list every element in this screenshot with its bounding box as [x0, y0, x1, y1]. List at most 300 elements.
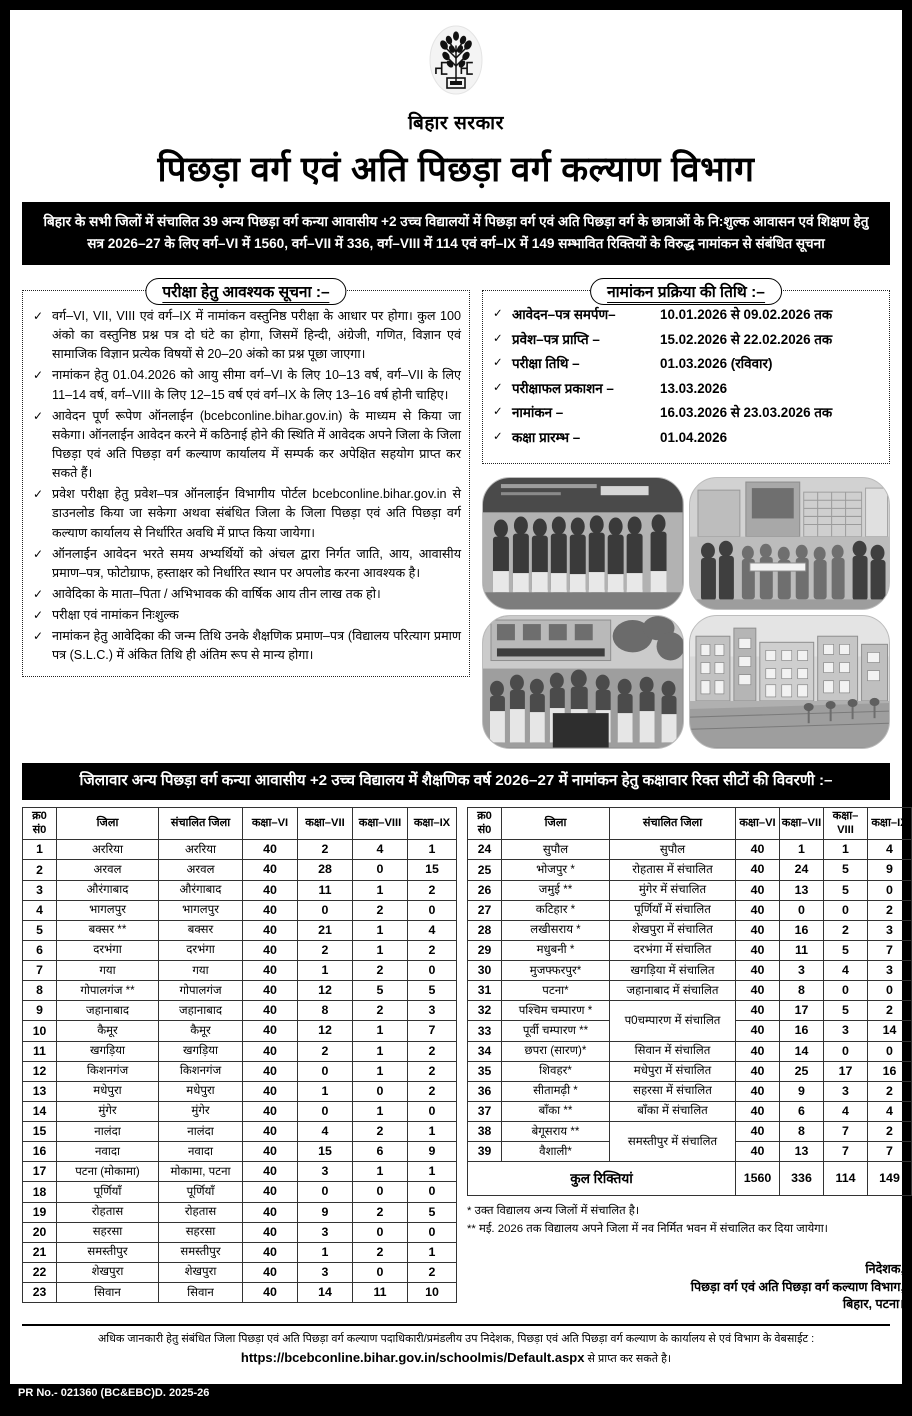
cell-class6-seats: 40 — [736, 961, 780, 981]
cell-district: जहानाबाद — [57, 1001, 159, 1021]
cell-class6-seats: 40 — [243, 981, 298, 1001]
photo-collage — [482, 477, 890, 749]
cell-run-district: समस्तीपुर — [159, 1242, 243, 1262]
table-row — [468, 840, 912, 860]
cell-class7-seats: 2 — [298, 1041, 353, 1061]
table-row — [23, 920, 457, 940]
cell-run-district: गोपालगंज — [159, 981, 243, 1001]
cell-run-district: खगड़िया में संचालित — [610, 961, 736, 981]
cell-district: वैशाली* — [502, 1142, 610, 1162]
schedule-value: 01.04.2026 — [660, 429, 728, 445]
cell-run-district: मोकामा, पटना — [159, 1162, 243, 1182]
cell-district: रोहतास — [57, 1202, 159, 1222]
footer-url-line — [28, 1348, 884, 1368]
cell-serial: 14 — [23, 1101, 57, 1121]
cell-class6-seats: 40 — [736, 840, 780, 860]
cell-district: छपरा (सारण)* — [502, 1041, 610, 1061]
cell-class6-seats: 40 — [243, 1202, 298, 1222]
cell-run-district: रोहतास में संचालित — [610, 860, 736, 880]
table-row — [468, 1101, 912, 1121]
cell-class8-seats: 4 — [353, 840, 408, 860]
table-row — [468, 1041, 912, 1061]
cell-class7-seats: 3 — [298, 1162, 353, 1182]
cell-class8-seats: 0 — [824, 981, 868, 1001]
cell-class8-seats: 11 — [353, 1283, 408, 1303]
cell-serial: 26 — [468, 880, 502, 900]
cell-class6-seats: 40 — [243, 940, 298, 960]
table-row — [23, 1142, 457, 1162]
cell-class7-seats: 17 — [780, 1001, 824, 1021]
table-row — [23, 1262, 457, 1282]
cell-class6-seats: 40 — [243, 1061, 298, 1081]
cell-class8-seats: 7 — [824, 1142, 868, 1162]
cell-serial: 6 — [23, 940, 57, 960]
list-item: ✓ नामांकन हेतु 01.04.2026 को आयु सीमा वर्ग–VI के लिए 10–13 वर्ष, वर्ग–VII के लिए 11–14 वर्ष, वर्ग–VIII के लिए 12–15 वर्ष एवं वर्ग–IX के लिए 13–16 वर्ष होनी चाहिए। — [31, 366, 461, 404]
signature-line-3: बिहार, पटना। — [842, 1297, 904, 1312]
seats-table-left — [22, 807, 457, 1303]
table-row — [23, 860, 457, 880]
cell-class9-seats: 1 — [408, 1162, 457, 1182]
th-run-district: संचालित जिला — [159, 808, 243, 840]
cell-district: पटना (मोकामा) — [57, 1162, 159, 1182]
cell-class8-seats: 1 — [353, 1021, 408, 1041]
cell-run-district: प0चम्पारण में संचालित — [610, 1001, 736, 1041]
cell-class9-seats: 14 — [868, 1021, 912, 1041]
cell-class9-seats: 15 — [408, 860, 457, 880]
cell-class9-seats: 4 — [868, 840, 912, 860]
cell-run-district: औरंगाबाद — [159, 880, 243, 900]
cell-class9-seats: 2 — [868, 900, 912, 920]
photo-school-building — [689, 615, 891, 749]
cell-class9-seats: 0 — [408, 1222, 457, 1242]
cell-class6-seats: 40 — [243, 1142, 298, 1162]
cell-serial: 12 — [23, 1061, 57, 1081]
table-row — [23, 1041, 457, 1061]
table-body-left — [23, 840, 457, 1303]
cell-class7-seats: 1 — [298, 961, 353, 981]
cell-district: कैमूर — [57, 1021, 159, 1041]
cell-serial: 1 — [23, 840, 57, 860]
cell-district: जमुई ** — [502, 880, 610, 900]
cell-class6-seats: 40 — [243, 860, 298, 880]
cell-serial: 23 — [23, 1283, 57, 1303]
cell-serial: 18 — [23, 1182, 57, 1202]
exam-info-box — [22, 284, 470, 677]
cell-district: खगड़िया — [57, 1041, 159, 1061]
cell-class8-seats: 2 — [353, 1242, 408, 1262]
cell-run-district: अरवल — [159, 860, 243, 880]
list-item: ✓ आवेदिका के माता–पिता / अभिभावक की वार्षिक आय तीन लाख तक हो। — [31, 585, 461, 604]
info-columns — [22, 279, 890, 748]
cell-district: मधुबनी * — [502, 940, 610, 960]
th-run-district: संचालित जिला — [610, 808, 736, 840]
cell-serial: 9 — [23, 1001, 57, 1021]
cell-run-district: मुंगेर — [159, 1101, 243, 1121]
cell-class9-seats: 7 — [408, 1021, 457, 1041]
th-serial: क्र0 सं0 — [23, 808, 57, 840]
cell-class6-seats: 40 — [243, 1242, 298, 1262]
cell-run-district: अररिया — [159, 840, 243, 860]
cell-run-district: शेखपुरा — [159, 1262, 243, 1282]
schedule-value: 10.01.2026 से 09.02.2026 तक — [660, 307, 833, 323]
cell-serial: 7 — [23, 961, 57, 981]
schedule-value: 15.02.2026 से 22.02.2026 तक — [660, 331, 833, 347]
cell-run-district: सहरसा में संचालित — [610, 1081, 736, 1101]
cell-class7-seats: 1 — [298, 1242, 353, 1262]
cell-class7-seats: 14 — [298, 1283, 353, 1303]
schedule-label: ✓ प्रवेश–पत्र प्राप्ति – — [512, 331, 600, 347]
table-row — [23, 1061, 457, 1081]
cell-class9-seats: 2 — [408, 1081, 457, 1101]
photo-award-ceremony — [689, 477, 891, 611]
cell-serial: 5 — [23, 920, 57, 940]
cell-district: गया — [57, 961, 159, 981]
table-row — [23, 1182, 457, 1202]
list-item: ✓ वर्ग–VI, VII, VIII एवं वर्ग–IX में नामांकन वस्तुनिष्ठ परीक्षा के आधार पर होगा। कुल 100 अंको का वस्तुनिष्ठ प्रश्न पत्र दो घंटे का होगा, जिसमें हिन्दी, अंग्रेजी, गणित, विज्ञान एवं सामाजिक विज्ञान प्रत्येक विषयों से 20–20 अंको का प्रश्न पूछा जाएगा। — [31, 307, 461, 364]
cell-serial: 30 — [468, 961, 502, 981]
cell-class7-seats: 0 — [780, 900, 824, 920]
cell-district: पूर्णियाँ — [57, 1182, 159, 1202]
cell-class9-seats: 2 — [408, 940, 457, 960]
cell-district: समस्तीपुर — [57, 1242, 159, 1262]
cell-run-district: भागलपुर — [159, 900, 243, 920]
schedule-heading: नामांकन प्रक्रिया की तिथि :– — [590, 278, 782, 305]
cell-serial: 17 — [23, 1162, 57, 1182]
exam-info-column — [22, 279, 470, 677]
table-row — [468, 900, 912, 920]
cell-serial: 39 — [468, 1142, 502, 1162]
cell-class8-seats: 2 — [824, 920, 868, 940]
table-row — [23, 1122, 457, 1142]
cell-district: शिवहर* — [502, 1061, 610, 1081]
schedule-list — [491, 307, 881, 446]
cell-run-district: जहानाबाद में संचालित — [610, 981, 736, 1001]
table-row — [23, 1081, 457, 1101]
table-row — [468, 940, 912, 960]
cell-class9-seats: 2 — [408, 880, 457, 900]
cell-district: बक्सर ** — [57, 920, 159, 940]
table-row — [468, 1122, 912, 1142]
table-row — [23, 900, 457, 920]
bihar-government-emblem — [424, 24, 488, 106]
schedule-row — [491, 307, 881, 323]
schedule-label: ✓ नामांकन – — [512, 405, 564, 421]
cell-class6-seats: 40 — [243, 1262, 298, 1282]
cell-class9-seats: 5 — [408, 1202, 457, 1222]
cell-class8-seats: 1 — [353, 1061, 408, 1081]
cell-run-district: जहानाबाद — [159, 1001, 243, 1021]
cell-class6-seats: 40 — [243, 1081, 298, 1101]
cell-run-district: नालंदा — [159, 1122, 243, 1142]
table-row — [23, 940, 457, 960]
cell-class7-seats: 1 — [298, 1081, 353, 1101]
cell-class8-seats: 3 — [824, 1021, 868, 1041]
cell-class8-seats: 1 — [824, 840, 868, 860]
notice-sheet — [10, 10, 908, 1406]
note-double-asterisk: ** मई. 2026 तक विद्यालय अपने जिला में नव निर्मित भवन में संचालित कर दिया जायेगा। — [467, 1222, 828, 1235]
cell-total-class9: 149 — [868, 1162, 912, 1196]
th-serial: क्र0 सं0 — [468, 808, 502, 840]
cell-serial: 35 — [468, 1061, 502, 1081]
cell-district: किशनगंज — [57, 1061, 159, 1081]
cell-serial: 21 — [23, 1242, 57, 1262]
cell-class8-seats: 7 — [824, 1122, 868, 1142]
cell-class7-seats: 6 — [780, 1101, 824, 1121]
th-class8: कक्षा–VIII — [353, 808, 408, 840]
cell-run-district: समस्तीपुर में संचालित — [610, 1122, 736, 1162]
schedule-row — [491, 356, 881, 372]
cell-class6-seats: 40 — [243, 840, 298, 860]
cell-district: पश्चिम चम्पारण * — [502, 1001, 610, 1021]
cell-serial: 22 — [23, 1262, 57, 1282]
cell-district: बाँका ** — [502, 1101, 610, 1121]
cell-district: अरवल — [57, 860, 159, 880]
cell-class6-seats: 40 — [736, 981, 780, 1001]
table-row — [23, 1283, 457, 1303]
cell-total-class8: 114 — [824, 1162, 868, 1196]
cell-class8-seats: 5 — [824, 880, 868, 900]
th-class7: कक्षा–VII — [780, 808, 824, 840]
cell-district: बेगूसराय ** — [502, 1122, 610, 1142]
cell-serial: 11 — [23, 1041, 57, 1061]
th-district: जिला — [502, 808, 610, 840]
cell-class7-seats: 3 — [298, 1222, 353, 1242]
table-section-banner: जिलावार अन्य पिछड़ा वर्ग कन्या आवासीय +2 उच्च विद्यालय में शैक्षणिक वर्ष 2026–27 में नामांकन हेतु कक्षावार रिक्त सीटों की विवरणी :– — [22, 763, 890, 801]
table-row — [23, 1101, 457, 1121]
cell-class9-seats: 0 — [408, 900, 457, 920]
th-class8: कक्षा–VIII — [824, 808, 868, 840]
th-class7: कक्षा–VII — [298, 808, 353, 840]
list-item: ✓ आवेदन पूर्ण रूपेण ऑनलाईन (bcebconline.bihar.gov.in) के माध्यम से किया जा सकेगा। ऑनलाईन आवेदन करने में कठिनाई होने की स्थिति में आवेदक अपने जिला के जिला पिछड़ा एवं अति पिछड़ा वर्ग कल्याण कार्यालय में सम्पर्क कर अपेक्षित सहयोग प्राप्त कर सकते हैं। — [31, 407, 461, 484]
cell-district: सहरसा — [57, 1222, 159, 1242]
cell-serial: 38 — [468, 1122, 502, 1142]
cell-class8-seats: 6 — [353, 1142, 408, 1162]
table-row — [468, 1081, 912, 1101]
cell-class8-seats: 3 — [824, 1081, 868, 1101]
cell-run-district: पूर्णियाँ में संचालित — [610, 900, 736, 920]
cell-class9-seats: 0 — [868, 1041, 912, 1061]
cell-class7-seats: 2 — [298, 940, 353, 960]
seats-tables — [22, 807, 908, 1314]
cell-serial: 4 — [23, 900, 57, 920]
pr-number-bar — [10, 1384, 902, 1406]
cell-serial: 29 — [468, 940, 502, 960]
table-row — [468, 1001, 912, 1021]
cell-class7-seats: 8 — [780, 981, 824, 1001]
cell-district: शेखपुरा — [57, 1262, 159, 1282]
cell-class8-seats: 2 — [353, 900, 408, 920]
cell-district: अररिया — [57, 840, 159, 860]
cell-class7-seats: 13 — [780, 880, 824, 900]
cell-run-district: शेखपुरा में संचालित — [610, 920, 736, 940]
cell-run-district: रोहतास — [159, 1202, 243, 1222]
cell-class7-seats: 3 — [780, 961, 824, 981]
cell-class7-seats: 0 — [298, 1061, 353, 1081]
cell-serial: 2 — [23, 860, 57, 880]
table-total-row — [468, 1162, 912, 1196]
cell-class9-seats: 0 — [408, 1101, 457, 1121]
cell-district: मुजफ्फरपुर* — [502, 961, 610, 981]
cell-class8-seats: 5 — [824, 940, 868, 960]
cell-serial: 27 — [468, 900, 502, 920]
cell-class9-seats: 9 — [868, 860, 912, 880]
cell-class7-seats: 1 — [780, 840, 824, 860]
cell-class6-seats: 40 — [243, 1101, 298, 1121]
cell-class6-seats: 40 — [736, 1001, 780, 1021]
cell-total-class7: 336 — [780, 1162, 824, 1196]
cell-total-label: कुल रिक्तियां — [468, 1162, 736, 1196]
seats-table-right — [467, 807, 912, 1196]
cell-run-district: गया — [159, 961, 243, 981]
cell-class6-seats: 40 — [736, 880, 780, 900]
cell-class7-seats: 21 — [298, 920, 353, 940]
cell-class8-seats: 1 — [353, 1101, 408, 1121]
cell-class9-seats: 7 — [868, 1142, 912, 1162]
cell-serial: 24 — [468, 840, 502, 860]
cell-run-district: सिवान में संचालित — [610, 1041, 736, 1061]
list-item: ✓ परीक्षा एवं नामांकन निःशुल्क — [31, 606, 461, 625]
table-row — [468, 961, 912, 981]
cell-class8-seats: 5 — [824, 860, 868, 880]
cell-class9-seats: 2 — [408, 1041, 457, 1061]
schedule-row — [491, 381, 881, 397]
cell-class8-seats: 0 — [353, 1081, 408, 1101]
pr-number: PR No.- 021360 (BC&EBC)D. 2025-26 — [18, 1387, 210, 1399]
cell-class9-seats: 0 — [868, 880, 912, 900]
cell-serial: 8 — [23, 981, 57, 1001]
table-row — [468, 1061, 912, 1081]
cell-class7-seats: 8 — [780, 1122, 824, 1142]
cell-class6-seats: 40 — [736, 900, 780, 920]
list-item: ✓ ऑनलाईन आवेदन भरते समय अभ्यर्थियों को अंचल द्वारा निर्गत जाति, आय, आवासीय प्रमाण–पत्र, फोटोग्राफ, हस्ताक्षर को निर्धारित स्थान पर अपलोड करना आवश्यक है। — [31, 545, 461, 583]
cell-class9-seats: 2 — [868, 1122, 912, 1142]
photo-students-group — [482, 477, 684, 611]
cell-run-district: मधेपुरा — [159, 1081, 243, 1101]
cell-run-district: मुंगेर में संचालित — [610, 880, 736, 900]
cell-district: दरभंगा — [57, 940, 159, 960]
cell-serial: 16 — [23, 1142, 57, 1162]
cell-serial: 10 — [23, 1021, 57, 1041]
cell-class7-seats: 9 — [780, 1081, 824, 1101]
table-row — [468, 880, 912, 900]
cell-class6-seats: 40 — [736, 1061, 780, 1081]
table-row — [23, 1162, 457, 1182]
cell-class9-seats: 5 — [408, 981, 457, 1001]
cell-class6-seats: 40 — [243, 900, 298, 920]
cell-class9-seats: 1 — [408, 1242, 457, 1262]
cell-class8-seats: 2 — [353, 1001, 408, 1021]
exam-info-heading: परीक्षा हेतु आवश्यक सूचना :– — [145, 278, 346, 305]
cell-class7-seats: 13 — [780, 1142, 824, 1162]
cell-class8-seats: 1 — [353, 920, 408, 940]
cell-class7-seats: 9 — [298, 1202, 353, 1222]
cell-serial: 37 — [468, 1101, 502, 1121]
table-notes — [467, 1203, 912, 1238]
th-class6: कक्षा–VI — [243, 808, 298, 840]
footer-url-suffix: से प्राप्त कर सकते है। — [587, 1353, 672, 1366]
cell-class8-seats: 0 — [353, 1262, 408, 1282]
cell-run-district: दरभंगा — [159, 940, 243, 960]
cell-class8-seats: 0 — [824, 1041, 868, 1061]
cell-class6-seats: 40 — [736, 1101, 780, 1121]
cell-district: नालंदा — [57, 1122, 159, 1142]
cell-class6-seats: 40 — [736, 920, 780, 940]
cell-class6-seats: 40 — [243, 961, 298, 981]
cell-total-class6: 1560 — [736, 1162, 780, 1196]
cell-class9-seats: 1 — [408, 840, 457, 860]
cell-serial: 3 — [23, 880, 57, 900]
cell-serial: 31 — [468, 981, 502, 1001]
cell-run-district: सहरसा — [159, 1222, 243, 1242]
cell-class8-seats: 1 — [353, 880, 408, 900]
main-announcement-banner: बिहार के सभी जिलों में संचालित 39 अन्य पिछड़ा वर्ग कन्या आवासीय +2 उच्च विद्यालयों में पिछड़ा वर्ग एवं अति पिछड़ा वर्ग के छात्राओं के नि:शुल्क आवासन एवं शिक्षण हेतु सत्र 2026–27 के लिए वर्ग–VI में 1560, वर्ग–VII में 336, वर्ग–VIII में 114 एवं वर्ग–IX में 149 सम्भावित रिक्तियों के विरुद्ध नामांकन से संबंधित सूचना — [22, 202, 890, 265]
cell-class7-seats: 16 — [780, 1021, 824, 1041]
cell-serial: 36 — [468, 1081, 502, 1101]
department-title: पिछड़ा वर्ग एवं अति पिछड़ा वर्ग कल्याण विभाग — [157, 150, 755, 189]
cell-class6-seats: 40 — [243, 1001, 298, 1021]
cell-class7-seats: 0 — [298, 1182, 353, 1202]
cell-class9-seats: 9 — [408, 1142, 457, 1162]
cell-class6-seats: 40 — [243, 1122, 298, 1142]
cell-class7-seats: 15 — [298, 1142, 353, 1162]
cell-district: सुपौल — [502, 840, 610, 860]
cell-class7-seats: 24 — [780, 860, 824, 880]
cell-serial: 32 — [468, 1001, 502, 1021]
cell-class7-seats: 12 — [298, 981, 353, 1001]
cell-class9-seats: 16 — [868, 1061, 912, 1081]
cell-class6-seats: 40 — [243, 1283, 298, 1303]
photo-students-assembly — [482, 615, 684, 749]
footer-website-url[interactable]: https://bcebconline.bihar.gov.in/schoolmis/Default.aspx — [240, 1350, 585, 1366]
cell-class6-seats: 40 — [736, 1041, 780, 1061]
schedule-and-photos-column — [482, 279, 890, 748]
cell-class6-seats: 40 — [243, 1162, 298, 1182]
table-row — [23, 1242, 457, 1262]
cell-district: पटना* — [502, 981, 610, 1001]
footer-info — [22, 1326, 890, 1370]
th-class9: कक्षा–IX — [408, 808, 457, 840]
th-district: जिला — [57, 808, 159, 840]
cell-class7-seats: 12 — [298, 1021, 353, 1041]
cell-class9-seats: 1 — [408, 1122, 457, 1142]
table-row — [23, 1222, 457, 1242]
cell-class9-seats: 3 — [868, 920, 912, 940]
cell-district: लखीसराय * — [502, 920, 610, 940]
cell-serial: 34 — [468, 1041, 502, 1061]
cell-district: भागलपुर — [57, 900, 159, 920]
cell-class8-seats: 1 — [353, 1162, 408, 1182]
schedule-value: 01.03.2026 (रविवार) — [660, 356, 773, 372]
cell-run-district: बक्सर — [159, 920, 243, 940]
list-item: ✓ प्रवेश परीक्षा हेतु प्रवेश–पत्र ऑनलाईन विभागीय पोर्टल bcebconline.bihar.gov.in से डाउनलोड किया जा सकेगा अथवा संबंधित जिला के जिला पिछड़ा एवं अति पिछड़ा वर्ग कल्याण कार्यालय से निर्धारित अवधि में प्राप्त किया जायेगा। — [31, 485, 461, 542]
cell-run-district: सिवान — [159, 1283, 243, 1303]
cell-class9-seats: 3 — [868, 961, 912, 981]
cell-class6-seats: 40 — [243, 1041, 298, 1061]
cell-district: औरंगाबाद — [57, 880, 159, 900]
cell-district: नवादा — [57, 1142, 159, 1162]
th-class6: कक्षा–VI — [736, 808, 780, 840]
schedule-row — [491, 405, 881, 421]
cell-serial: 19 — [23, 1202, 57, 1222]
list-item: ✓ नामांकन हेतु आवेदिका की जन्म तिथि उनके शैक्षणिक प्रमाण–पत्र (विद्यालय परित्याग प्रमाण पत्र (S.L.C.) में अंकित तिथि ही अंतिम रूप से मान्य होगा। — [31, 627, 461, 665]
cell-class8-seats: 4 — [824, 1101, 868, 1121]
table-body-right — [468, 840, 912, 1196]
cell-class9-seats: 2 — [868, 1081, 912, 1101]
cell-class6-seats: 40 — [243, 1021, 298, 1041]
schedule-label: ✓ कक्षा प्रारम्भ – — [512, 429, 581, 445]
cell-class9-seats: 0 — [868, 981, 912, 1001]
cell-class6-seats: 40 — [243, 1222, 298, 1242]
